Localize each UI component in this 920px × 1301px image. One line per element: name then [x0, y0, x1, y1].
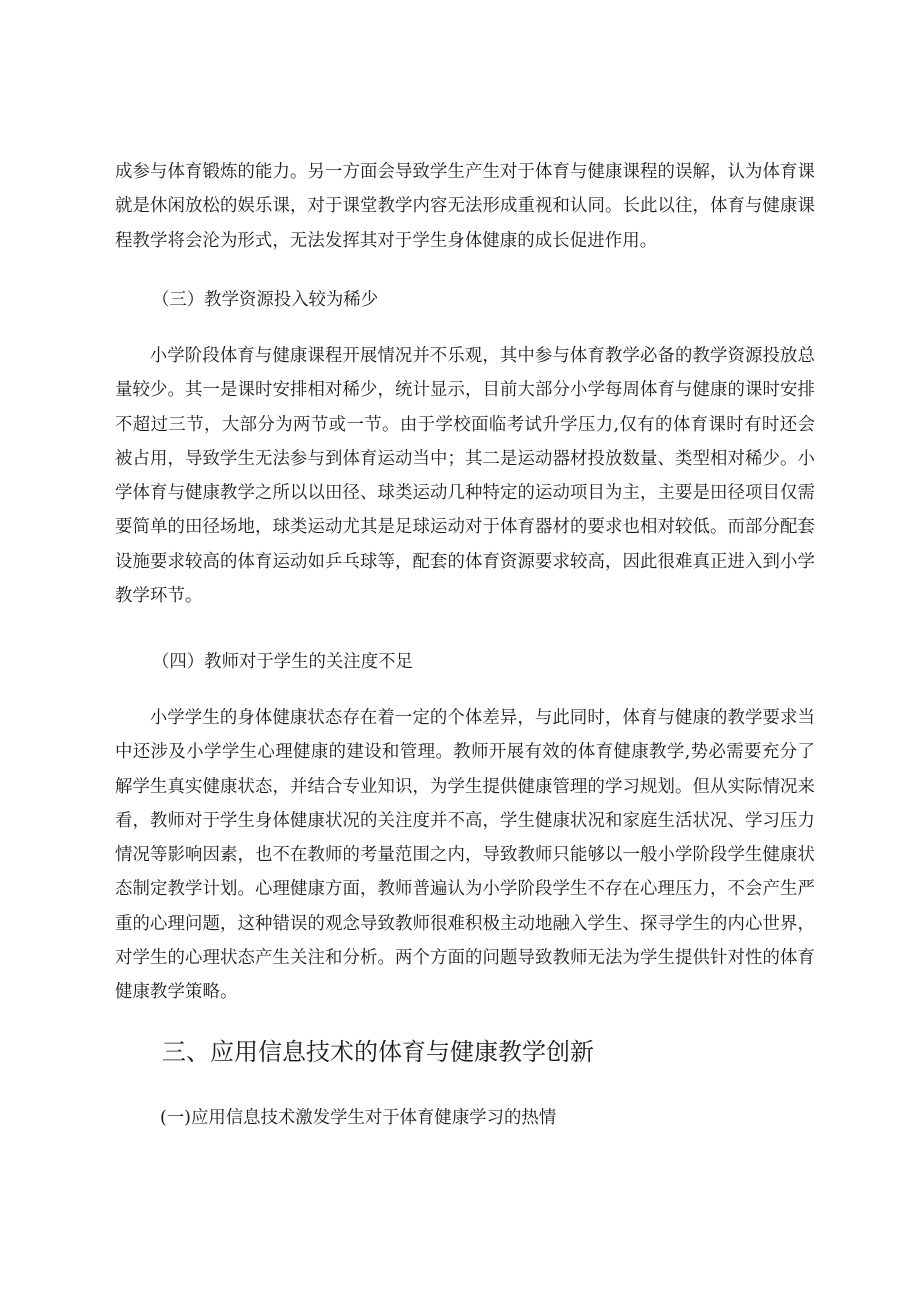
paragraph-teaching-resources: 小学阶段体育与健康课程开展情况并不乐观，其中参与体育教学必备的教学资源投放总量较少。其一是课时安排相对稀少，统计显示，目前大部分小学每周体育与健康的课时安排不超过三节，大部分为两节或一节。由于学校面临考试升学压力,仅有的体育课时有时还会被占用，导致学生无法参与到体育运动当中；其二是运动器材投放数量、类型相对稀少。小学体育与健康教学之所以以田径、球类运动几种特定的运动项目为主，主要是田径项目仅需要简单的田径场地，球类运动尤其是足球运动对于体育器材的要求也相对较低。而部分配套设施要求较高的体育运动如乒乓球等，配套的体育资源要求较高，因此很难真正进入到小学教学环节。: [115, 346, 815, 607]
paragraph-continuation: 成参与体育锻炼的能力。另一方面会导致学生产生对于体育与健康课程的误解，认为体育课就是休闲放松的娱乐课，对于课堂教学内容无法形成重视和认同。长此以往，体育与健康课程教学将会沦为形式，无法发挥其对于学生身体健康的成长促进作用。: [115, 162, 815, 251]
subheading-teacher-attention: （四）教师对于学生的关注度不足: [152, 652, 413, 672]
paragraph-teacher-attention: 小学学生的身体健康状态存在着一定的个体差异，与此同时，体育与健康的教学要求当中还涉及小学学生心理健康的建设和管理。教师开展有效的体育健康教学,势必需要充分了解学生真实健康状态，并结合专业知识，为学生提供健康管理的学习规划。但从实际情况来看，教师对于学生身体健康状况的关注度并不高，学生健康状况和家庭生活状况、学习压力情况等影响因素，也不在教师的考量范围之内，导致教师只能够以一般小学阶段学生健康状态制定教学计划。心理健康方面，教师普遍认为小学阶段学生不存在心理压力，不会产生严重的心理问题，这种错误的观念导致教师很难积极主动地融入学生、探寻学生的内心世界，对学生的心理状态产生关注和分析。两个方面的问题导致教师无法为学生提供针对性的体育健康教学策略。: [115, 708, 815, 1003]
subheading-teaching-resources: （三）教学资源投入较为稀少: [152, 290, 379, 310]
section-heading-innovation: 三、应用信息技术的体育与健康教学创新: [162, 1038, 594, 1066]
subheading-info-tech-enthusiasm: (一)应用信息技术激发学生对于体育健康学习的热情: [160, 1108, 557, 1128]
